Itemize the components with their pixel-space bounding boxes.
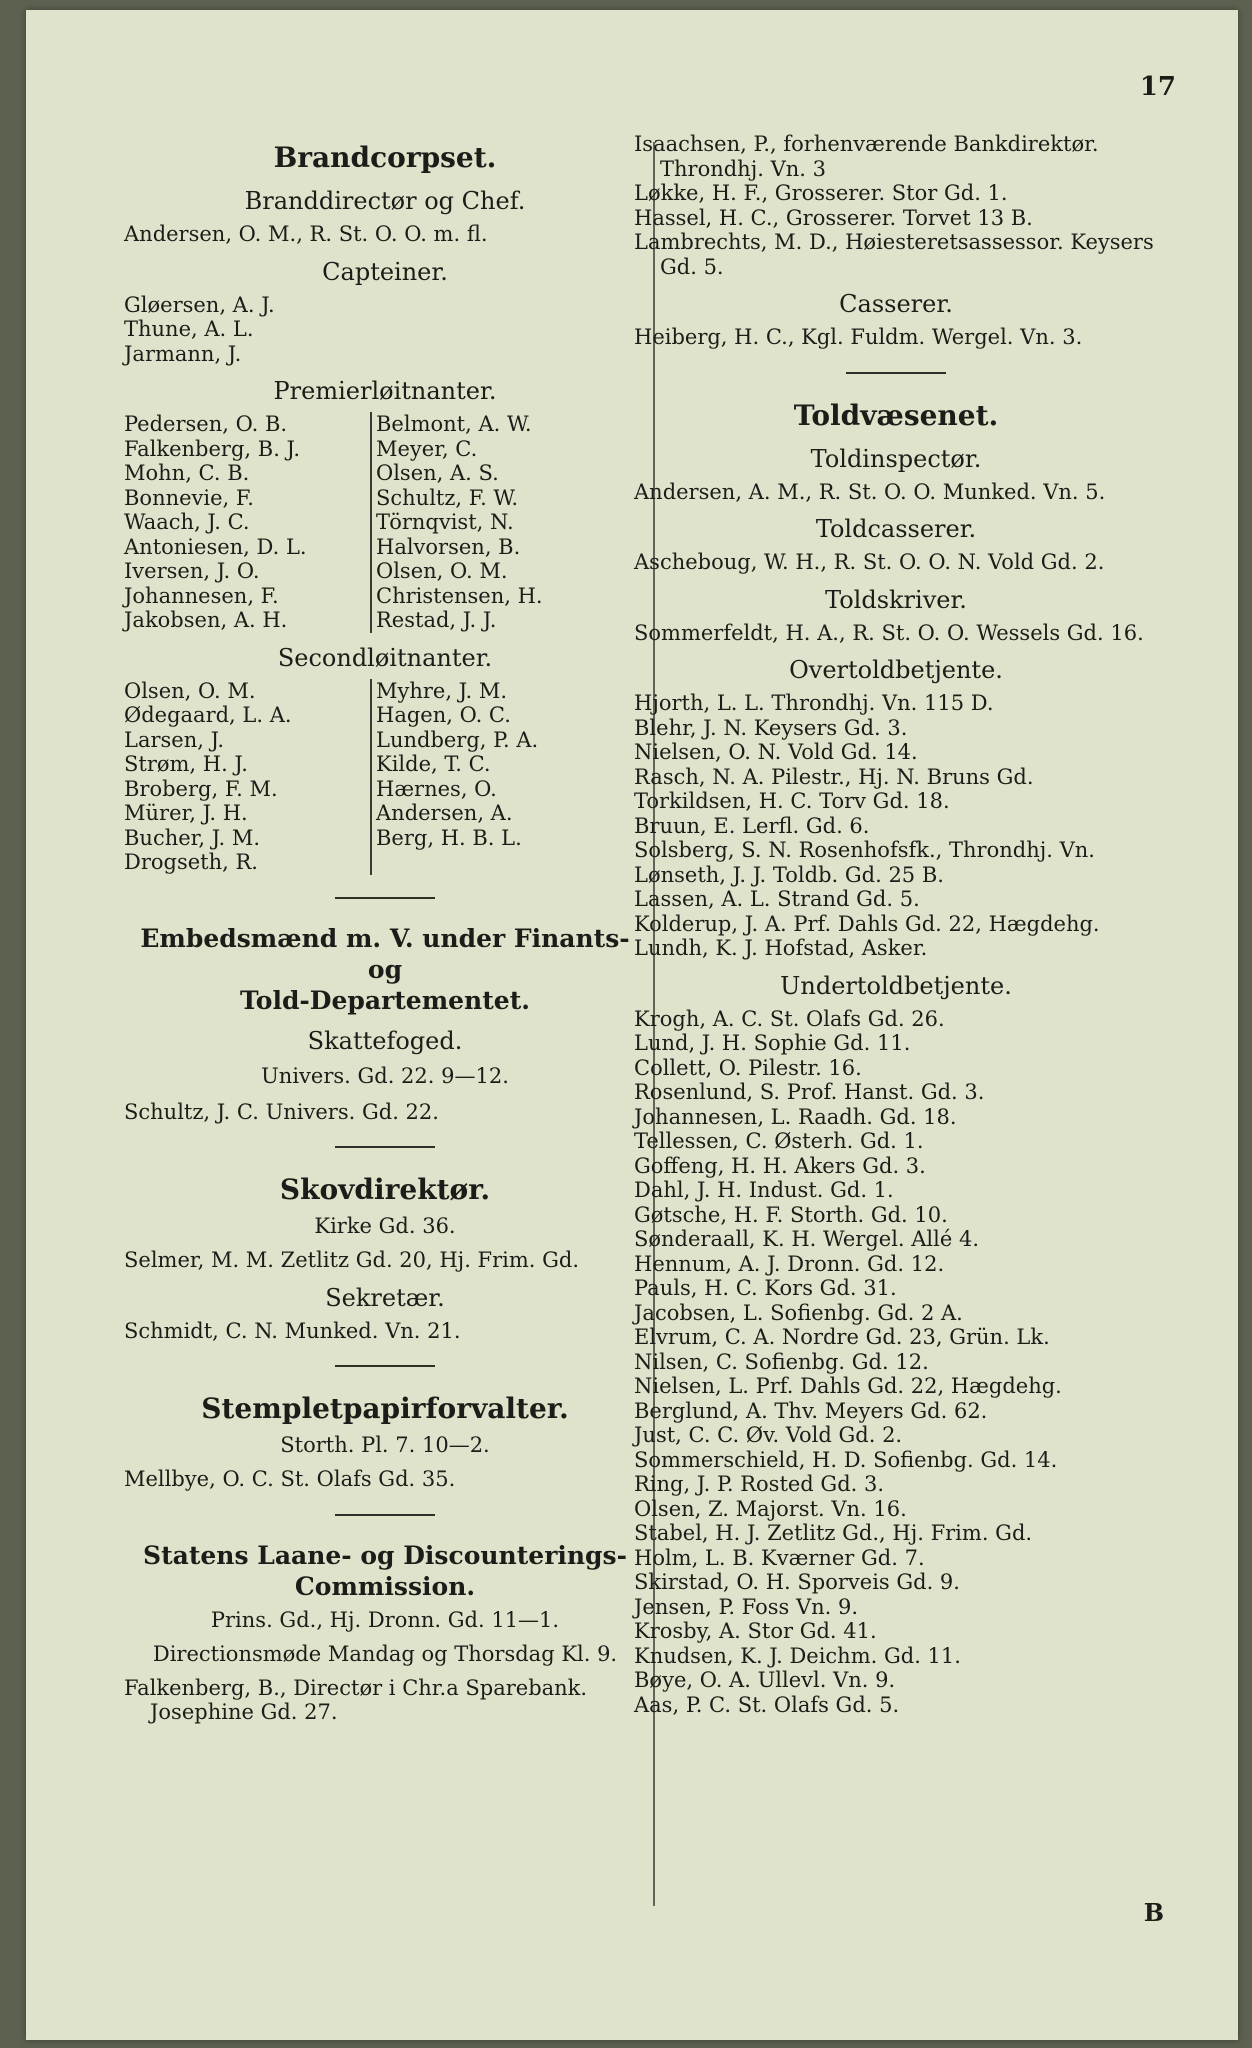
list-item: Hassel, H. C., Grosserer. Torvet 13 B.	[634, 205, 1033, 230]
list-item: Hjorth, L. L. Throndhj. Vn. 115 D.	[634, 691, 994, 715]
list-item: Løkke, H. F., Grosserer. Stor Gd. 1.	[634, 181, 1008, 205]
list-item: Gløersen, A. J.	[124, 292, 275, 317]
undertoldbetjente-list	[634, 1007, 1158, 1718]
page-number: 17	[1139, 72, 1176, 102]
list-item: Waach, J. C.	[124, 510, 250, 534]
subheading-skattefoged: Skattefoged.	[307, 1026, 463, 1055]
premier-two-column-list	[124, 412, 646, 633]
list-item: Rosenlund, S. Prof. Hanst. Gd. 3.	[634, 1080, 985, 1104]
list-item: Christensen, H.	[376, 583, 543, 608]
list-item: Sønderaall, K. H. Wergel. Allé 4.	[634, 1227, 980, 1251]
list-item: Lund, J. H. Sophie Gd. 11.	[634, 1031, 911, 1055]
entry-stempel: Mellbye, O. C. St. Olafs Gd. 35.	[124, 1467, 456, 1491]
list-item: Gøtsche, H. F. Storth. Gd. 10.	[634, 1202, 948, 1227]
section-title-commission: Commission.	[294, 1571, 476, 1601]
entry-statens-director: Falkenberg, B., Directør i Chr.a Sparebank. Josephine Gd. 27.	[124, 1675, 588, 1724]
list-item: Olsen, Z. Majorst. Vn. 16.	[634, 1496, 907, 1521]
list-item: Andersen, A.	[376, 801, 513, 825]
list-item: Berglund, A. Thv. Meyers Gd. 62.	[634, 1398, 988, 1423]
statens-address: Prins. Gd., Hj. Dronn. Gd. 11—1.	[210, 1607, 560, 1632]
list-item: Kilde, T. C.	[376, 752, 491, 776]
right-column	[634, 132, 1158, 1717]
list-item: Strøm, H. J.	[124, 752, 248, 776]
list-item: Olsen, O. M.	[124, 678, 256, 703]
left-column	[124, 132, 646, 1725]
footer-signature-mark: B	[1143, 1898, 1164, 1927]
subheading-toldcasserer: Toldcasserer.	[815, 515, 977, 543]
list-item: Thune, A. L.	[124, 317, 254, 341]
subheading-toldskriver: Toldskriver.	[825, 585, 967, 614]
list-item: Antoniesen, D. L.	[124, 534, 307, 559]
skattefoged-address: Univers. Gd. 22. 9—12.	[261, 1063, 509, 1088]
list-item: Bruun, E. Lerfl. Gd. 6.	[634, 813, 870, 838]
subheading-overtoldbetjente: Overtoldbetjente.	[789, 656, 1003, 684]
list-item: Isaachsen, P., forhenværende Bankdirektør. Throndhj. Vn. 3	[634, 132, 1099, 181]
list-item: Nilsen, C. Sofienbg. Gd. 12.	[634, 1349, 929, 1374]
list-item: Falkenberg, B. J.	[124, 436, 301, 461]
list-item: Pauls, H. C. Kors Gd. 31.	[634, 1276, 897, 1300]
premier-col-1	[124, 412, 370, 633]
list-item: Hagen, O. C.	[376, 703, 511, 727]
list-item: Berg, H. B. L.	[376, 825, 522, 850]
statens-meeting: Directionsmøde Mandag og Thorsdag Kl. 9.	[152, 1641, 618, 1666]
list-item: Nielsen, L. Prf. Dahls Gd. 22, Hægdehg.	[634, 1374, 1062, 1398]
list-item: Restad, J. J.	[376, 608, 497, 632]
list-item: Krosby, A. Stor Gd. 41.	[634, 1619, 877, 1643]
list-item: Drogseth, R.	[124, 850, 258, 874]
list-item: Iversen, J. O.	[124, 559, 260, 583]
list-item: Lassen, A. L. Strand Gd. 5.	[634, 887, 920, 911]
section-title-embedsmaend: Embedsmænd m. V. under Finants- og	[140, 923, 630, 984]
list-item: Solsberg, S. N. Rosenhofsfk., Throndhj. Vn.	[634, 838, 1095, 862]
premier-col-2	[370, 412, 543, 633]
list-item: Holm, L. B. Kværner Gd. 7.	[634, 1545, 925, 1570]
entry-brand-chief: Andersen, O. M., R. St. O. O. m. fl.	[124, 222, 488, 246]
section-separator	[335, 1365, 435, 1367]
subheading-sekretaer: Sekretær.	[325, 1283, 445, 1312]
list-item: Lønseth, J. J. Toldb. Gd. 25 B.	[634, 862, 944, 887]
second-col-1	[124, 679, 370, 875]
skovdirektor-address: Kirke Gd. 36.	[314, 1214, 456, 1238]
section-title-stempletpapirforvalter: Stempletpapirforvalter.	[201, 1392, 569, 1425]
list-item: Hærnes, O.	[376, 776, 497, 801]
list-item: Lundh, K. J. Hofstad, Asker.	[634, 936, 928, 960]
list-item: Collett, O. Pilestr. 16.	[634, 1055, 862, 1080]
list-item: Elvrum, C. A. Nordre Gd. 23, Grün. Lk.	[634, 1325, 1050, 1349]
subheading-capteiner: Capteiner.	[322, 257, 448, 286]
subheading-toldinspector: Toldinspectør.	[810, 444, 982, 473]
list-item: Jakobsen, A. H.	[124, 608, 288, 632]
section-separator	[335, 897, 435, 899]
list-item: Kolderup, J. A. Prf. Dahls Gd. 22, Hægdehg.	[634, 911, 1100, 936]
section-separator	[335, 1146, 435, 1148]
list-item: Dahl, J. H. Indust. Gd. 1.	[634, 1178, 894, 1202]
list-item: Stabel, H. J. Zetlitz Gd., Hj. Frim. Gd.	[634, 1521, 1033, 1545]
list-item: Belmont, A. W.	[376, 412, 532, 436]
overtoldbetjente-list	[634, 691, 1158, 961]
list-item: Mürer, J. H.	[124, 801, 248, 825]
list-item: Törnqvist, N.	[376, 510, 514, 534]
list-item: Broberg, F. M.	[124, 776, 278, 801]
list-item: Jarmann, J.	[124, 341, 242, 366]
list-item: Bøye, O. A. Ullevl. Vn. 9.	[634, 1668, 896, 1692]
section-title-statens-laane: Statens Laane- og Discounterings-	[143, 1540, 627, 1570]
list-item: Olsen, A. S.	[376, 461, 499, 485]
directory-page	[26, 10, 1238, 2040]
stempel-address: Storth. Pl. 7. 10—2.	[280, 1433, 490, 1457]
subheading-secondloitnanter: Secondløitnanter.	[277, 643, 493, 672]
second-two-column-list	[124, 679, 646, 875]
list-item: Jensen, P. Foss Vn. 9.	[634, 1594, 859, 1619]
subheading-undertoldbetjente: Undertoldbetjente.	[780, 971, 1012, 1000]
section-title-told-departementet: Told-Departementet.	[240, 985, 530, 1015]
list-item: Hennum, A. J. Dronn. Gd. 12.	[634, 1251, 945, 1276]
entry-sekretaer: Schmidt, C. N. Munked. Vn. 21.	[124, 1318, 461, 1343]
list-item: Ring, J. P. Rosted Gd. 3.	[634, 1472, 885, 1496]
list-item: Johannesen, F.	[124, 583, 279, 608]
section-separator	[846, 372, 946, 374]
list-item: Meyer, C.	[376, 436, 478, 461]
list-item: Halvorsen, B.	[376, 534, 521, 559]
section-separator	[335, 1514, 435, 1516]
list-item: Johannesen, L. Raadh. Gd. 18.	[634, 1104, 957, 1129]
list-item: Bonnevie, F.	[124, 485, 254, 510]
list-item: Goffeng, H. H. Akers Gd. 3.	[634, 1153, 926, 1178]
section-title-brandcorpset: Brandcorpset.	[273, 141, 497, 174]
list-item: Olsen, O. M.	[376, 559, 508, 583]
list-item: Aas, P. C. St. Olafs Gd. 5.	[634, 1692, 900, 1717]
subheading-premierloitnanter: Premierløitnanter.	[273, 377, 497, 405]
list-item: Mohn, C. B.	[124, 461, 250, 485]
list-item: Rasch, N. A. Pilestr., Hj. N. Bruns Gd.	[634, 764, 1034, 789]
entry-toldinspector: Andersen, A. M., R. St. O. O. Munked. Vn. 5.	[634, 479, 1106, 504]
list-item: Pedersen, O. B.	[124, 412, 288, 436]
section-title-skovdirektor: Skovdirektør.	[279, 1173, 491, 1206]
list-item: Torkildsen, H. C. Torv Gd. 18.	[634, 789, 950, 813]
entry-casserer: Heiberg, H. C., Kgl. Fuldm. Wergel. Vn. 3.	[634, 325, 1083, 349]
list-item: Myhre, J. M.	[376, 678, 508, 703]
list-item: Sommerschield, H. D. Sofienbg. Gd. 14.	[634, 1447, 1058, 1472]
list-item: Ødegaard, L. A.	[124, 703, 292, 727]
list-item: Bucher, J. M.	[124, 825, 261, 850]
entry-toldcasserer: Ascheboug, W. H., R. St. O. O. N. Vold Gd. 2.	[634, 550, 1105, 574]
list-item: Larsen, J.	[124, 727, 225, 752]
subheading-casserer: Casserer.	[839, 290, 953, 318]
list-item: Nielsen, O. N. Vold Gd. 14.	[634, 740, 918, 764]
list-item: Jacobsen, L. Sofienbg. Gd. 2 A.	[634, 1300, 963, 1325]
entry-skovdirektor: Selmer, M. M. Zetlitz Gd. 20, Hj. Frim. Gd.	[124, 1248, 580, 1272]
entry-skattefoged: Schultz, J. C. Univers. Gd. 22.	[124, 1099, 439, 1124]
list-item: Skirstad, O. H. Sporveis Gd. 9.	[634, 1570, 960, 1594]
second-col-2	[370, 679, 538, 875]
list-item: Tellessen, C. Østerh. Gd. 1.	[634, 1129, 924, 1153]
captains-list	[124, 293, 646, 367]
list-item: Krogh, A. C. St. Olafs Gd. 26.	[634, 1006, 945, 1031]
list-item: Knudsen, K. J. Deichm. Gd. 11.	[634, 1643, 961, 1668]
list-item: Schultz, F. W.	[376, 485, 519, 510]
list-item: Lambrechts, M. D., Høiesteretsassessor. Keysers Gd. 5.	[634, 230, 1154, 279]
entry-toldskriver: Sommerfeldt, H. A., R. St. O. O. Wessels Gd. 16.	[634, 620, 1144, 645]
list-item: Just, C. C. Øv. Vold Gd. 2.	[634, 1423, 903, 1447]
list-item: Lundberg, P. A.	[376, 727, 539, 752]
section-title-toldvaesenet: Toldvæsenet.	[793, 398, 999, 432]
subheading-branddirector: Branddirectør og Chef.	[244, 187, 526, 215]
list-item: Blehr, J. N. Keysers Gd. 3.	[634, 715, 908, 740]
